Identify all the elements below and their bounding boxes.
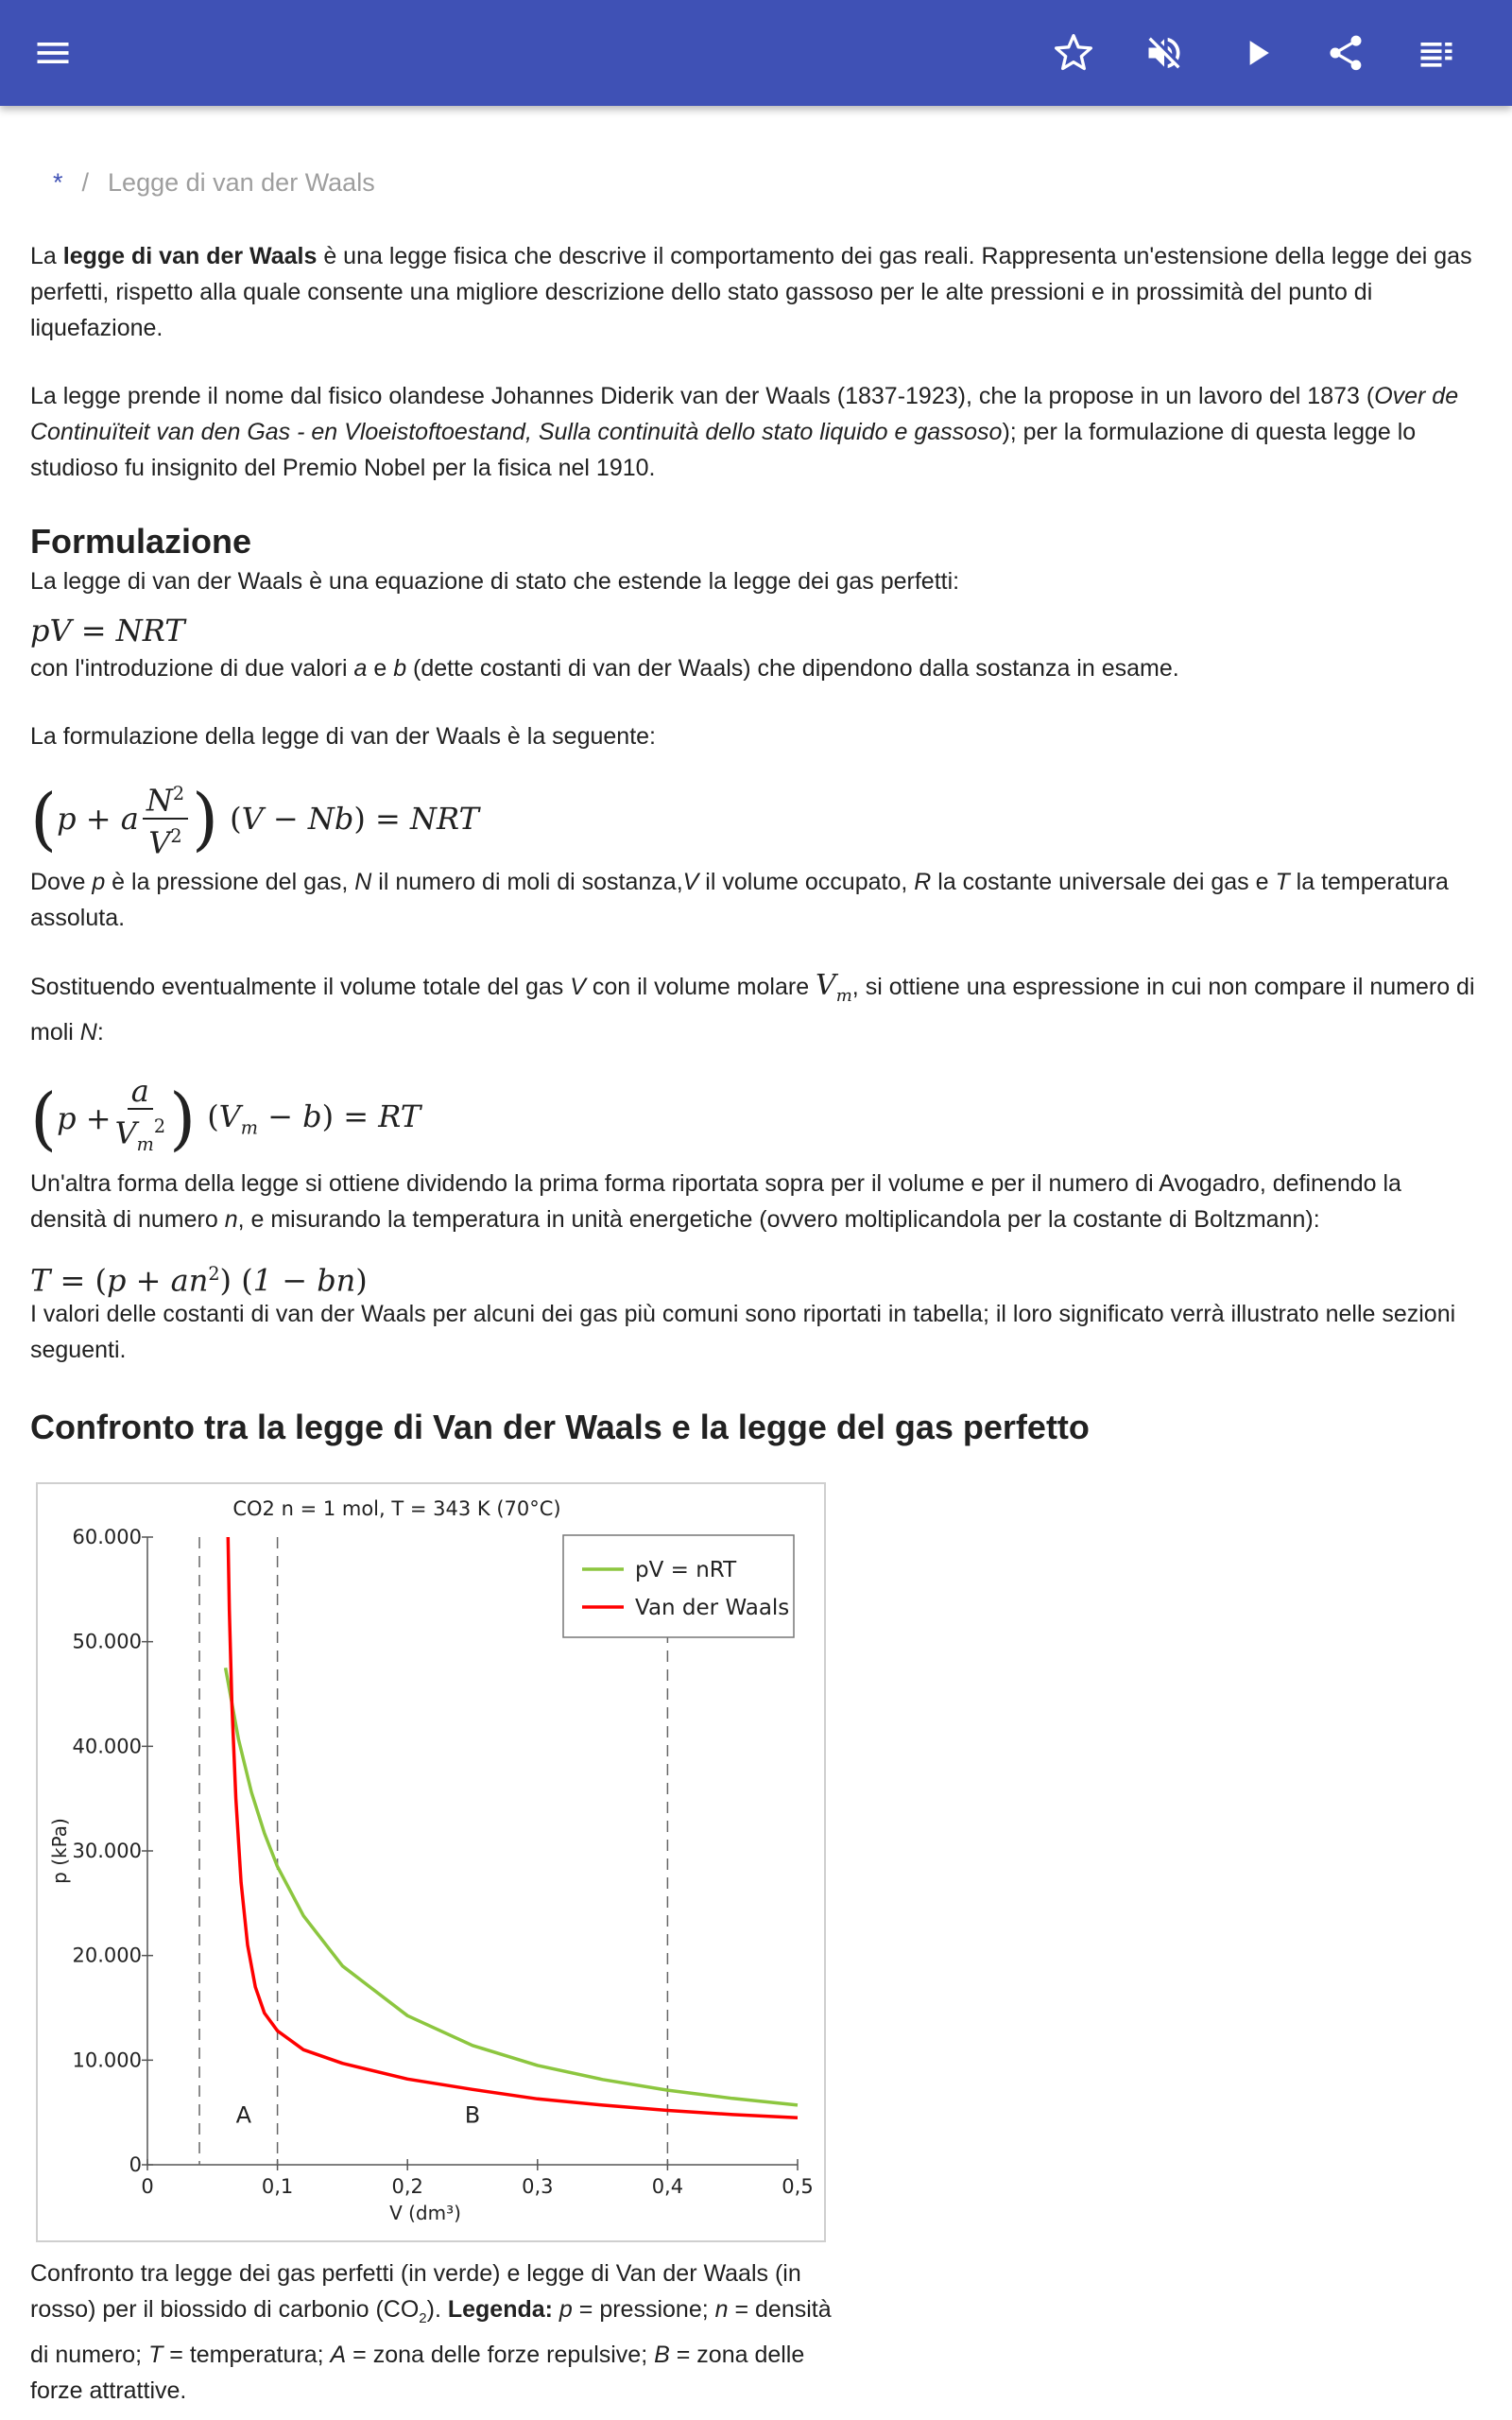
intro-paragraph-2: La legge prende il nome dal fisico olandese Johannes Diderik van der Waals (1837-1923), che la propose in un lavoro del 1873 (Over de Continuïteit van den Gas - en Vloeistoftoestand, Sulla continuità dello stato liquido e gassoso); per la formulazione di questa legge lo studioso fu insignito del Premio Nobel per la fisica nel 1910. — [30, 383, 1459, 481]
star-outline-icon — [1053, 32, 1094, 74]
article-content — [30, 132, 1482, 1449]
x-tick-label: 0,1 — [261, 2175, 294, 2198]
equation-density-form: $T = (p + an^2)$ (1 − bn) — [30, 1262, 368, 1299]
formulazione-paragraph-5: Sostituendo eventualmente il volume totale del gas V con il volume molare $V_m$, si ottiene una espressione in cui non compare il numero di moli N: — [30, 969, 1475, 1046]
x-tick-label: 0,3 — [522, 2175, 554, 2198]
x-tick-label: 0,5 — [782, 2175, 814, 2198]
play-icon — [1236, 32, 1278, 74]
heading-formulazione: Formulazione — [30, 522, 252, 561]
breadcrumb-separator: / — [81, 168, 90, 197]
zone-label-a: A — [235, 2101, 252, 2129]
breadcrumb-home-link[interactable]: * — [53, 168, 63, 197]
x-tick-label: 0,2 — [391, 2175, 423, 2198]
x-tick-label: 0 — [141, 2175, 154, 2198]
share-button[interactable] — [1319, 26, 1372, 79]
series-line-ideal-gas — [226, 1668, 798, 2105]
x-axis-label: V (dm³) — [389, 2202, 461, 2224]
figure-caption: Confronto tra legge dei gas perfetti (in verde) e legge di Van der Waals (in rosso) per il biossido di carbonio $(CO_2)$. Legenda: p = pressione; n = densità di numero; T = temperatura; A = zona delle forze repulsive; B = zona delle forze attrattive. — [30, 2260, 832, 2404]
app-bar — [0, 0, 1512, 106]
intro-paragraph-1: La legge di van der Waals è una legge fisica che descrive il comportamento dei gas reali. Rappresenta un'estensione della legge dei gas perfetti, rispetto alla quale consente una migliore descrizione dello stato gassoso per le alte pressioni e in prossimità del punto di liquefazione. — [30, 243, 1472, 341]
formulazione-paragraph-1: La legge di van der Waals è una equazione di stato che estende la legge dei gas perfetti: — [30, 568, 960, 595]
y-tick-label: 50.000 — [72, 1630, 142, 1653]
y-tick-label: 0 — [129, 2153, 142, 2176]
y-tick-label: 40.000 — [72, 1735, 142, 1758]
formulazione-paragraph-2: con l'introduzione di due valori a e b (dette costanti di van der Waals) che dipendono dalla sostanza in esame. — [30, 655, 1179, 682]
equation-van-der-waals: ( p + a $\frac{N^2}{V^2}$ ) (V − Nb) = NRT — [30, 779, 479, 861]
legend-label: Van der Waals — [635, 1596, 790, 1620]
zone-label-b: B — [464, 2101, 481, 2129]
breadcrumb — [53, 168, 1482, 202]
equation-molar-form: ( p + $\frac{a}{V_m^2}$ ) $(V_m - b)$ = RT — [30, 1073, 421, 1158]
share-icon — [1325, 32, 1366, 74]
chart-title: CO2 n = 1 mol, T = 343 K (70°C) — [232, 1497, 561, 1520]
formulazione-paragraph-4: Dove p è la pressione del gas, N il numero di moli di sostanza,V il volume occupato, R la costante universale dei gas e T la temperatura assoluta. — [30, 869, 1449, 931]
menu-icon — [32, 32, 74, 74]
mute-button[interactable] — [1138, 26, 1191, 79]
formulazione-paragraph-6: Un'altra forma della legge si ottiene dividendo la prima forma riportata sopra per il volume e per il numero di Avogadro, definendo la densità di numero n, e misurando la temperatura in unità energetiche (ovvero moltiplicandola per la costante di Boltzmann): — [30, 1170, 1401, 1233]
legend-box — [563, 1535, 794, 1637]
heading-confronto: Confronto tra la legge di Van der Waals e la legge del gas perfetto — [30, 1408, 1090, 1446]
y-tick-label: 20.000 — [72, 1944, 142, 1967]
menu-button[interactable] — [26, 26, 79, 79]
play-button[interactable] — [1230, 26, 1283, 79]
y-tick-label: 60.000 — [72, 1526, 142, 1548]
breadcrumb-current: Legge di van der Waals — [108, 168, 375, 197]
favorite-button[interactable] — [1047, 26, 1100, 79]
equation-ideal-gas: pV = NRT — [30, 613, 185, 648]
y-tick-label: 30.000 — [72, 1840, 142, 1862]
legend-label: pV = nRT — [635, 1558, 737, 1582]
comparison-chart-figure[interactable] — [36, 1482, 826, 2242]
playlist-icon — [1416, 32, 1457, 74]
formulazione-paragraph-7: I valori delle costanti di van der Waals per alcuni dei gas più comuni sono riportati in tabella; il loro significato verrà illustrato nelle sezioni seguenti. — [30, 1301, 1456, 1363]
x-tick-label: 0,4 — [651, 2175, 684, 2198]
y-axis-label: p (kPa) — [48, 1818, 71, 1884]
formulazione-paragraph-3: La formulazione della legge di van der Waals è la seguente: — [30, 723, 656, 750]
comparison-chart — [38, 1484, 824, 2240]
y-tick-label: 10.000 — [72, 2048, 142, 2072]
volume-off-icon — [1143, 32, 1185, 74]
playlist-button[interactable] — [1410, 26, 1463, 79]
